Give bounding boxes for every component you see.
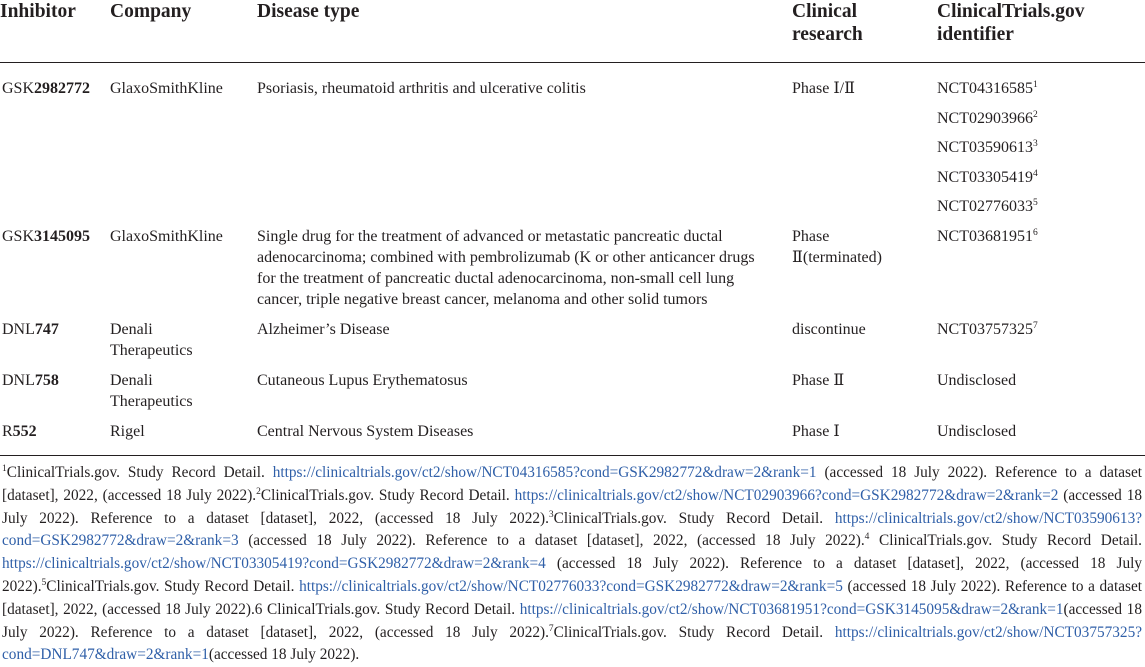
clinical-phase-cell: [792, 226, 882, 268]
footnote-link[interactable]: https://clinicaltrials.gov/ct2/show/NCT03681951?cond=GSK3145095&draw=2&rank=1: [519, 600, 1064, 618]
inhibitor-prefix: GSK: [2, 228, 35, 245]
disease-line: Single drug for the treatment of advanced or metastatic pancreatic ductal: [257, 228, 723, 245]
disease-type-cell: [257, 421, 787, 442]
disease-line: Cutaneous Lupus Erythematosus: [257, 372, 468, 389]
inhibitor-prefix: GSK: [2, 80, 35, 97]
disease-type-cell: [257, 370, 787, 391]
trial-identifier: [937, 196, 1038, 217]
clinical-phase-cell: [792, 370, 844, 391]
company-line: Therapeutics: [110, 393, 193, 410]
phase-line: Phase: [792, 228, 830, 245]
footnote-link[interactable]: https://clinicaltrials.gov/ct2/show/NCT03305419?cond=GSK2982772&draw=2&rank=4: [2, 555, 546, 573]
disease-line: Psoriasis, rheumatoid arthritis and ulcerative colitis: [257, 80, 586, 97]
footnote-text: (accessed 18 July 2022). Reference to a dataset [dataset], 2022, (accessed 18 July 2022).: [2, 486, 1142, 527]
footnote-text: ClinicalTrials.gov. Study Record Detail.: [553, 509, 835, 527]
footnote-text: ClinicalTrials.gov. Study Record Detail.: [6, 464, 273, 481]
footnote-number: 5: [41, 577, 47, 588]
disease-line: for the treatment of pancreatic ductal adenocarcinoma, non-small cell lung: [257, 270, 735, 287]
footnote-text: (accessed 18 July 2022). Reference to a dataset [dataset], 2022, (accessed 18 July 2022).: [2, 464, 1142, 504]
trial-id-footnote-ref: 4: [1033, 168, 1038, 179]
footnote-link[interactable]: https://clinicaltrials.gov/ct2/show/NCT03757325?cond=DNL747&draw=2&rank=1: [2, 623, 1143, 664]
trial-identifier: [937, 319, 1038, 340]
company-line: Denali: [110, 372, 153, 389]
inhibitor-number: 3145095: [34, 228, 91, 245]
footnotes: [2, 462, 1142, 667]
inhibitor-number: 552: [12, 423, 37, 440]
inhibitor-cell: [2, 370, 59, 391]
trial-id-text: NCT03305419: [937, 168, 1033, 186]
disease-line: Central Nervous System Diseases: [257, 423, 474, 440]
trial-identifier: [937, 226, 1038, 247]
footnote-number: 1: [2, 464, 7, 474]
inhibitor-cell: [2, 421, 37, 442]
header-clinical-line-1: Clinical: [792, 1, 858, 22]
trial-id-text: NCT03757325: [937, 321, 1033, 338]
trial-id-text: NCT03590613: [937, 139, 1033, 156]
header-company: Company: [110, 1, 192, 22]
trial-id-footnote-ref: 3: [1033, 139, 1038, 149]
footnote-number: 2: [256, 486, 261, 497]
footnote-text: (accessed 18 July 2022). Reference to a dataset [dataset], 2022, (accessed 18 July 2022).: [2, 577, 1142, 618]
footnote-number: 4: [864, 532, 870, 543]
footnote-text: 6 ClinicalTrials.gov. Study Record Detail.: [254, 600, 520, 618]
company-cell: [110, 370, 193, 412]
disease-line: cancer, triple negative breast cancer, melanoma and other solid tumors: [257, 291, 708, 308]
footnote-text: ClinicalTrials.gov. Study Record Detail.: [553, 623, 835, 641]
trial-id-text: NCT02903966: [937, 109, 1033, 127]
header-identifier-line-2: identifier: [937, 24, 1014, 45]
footnote-number: 3: [548, 509, 554, 520]
trial-id-text: NCT02776033: [937, 198, 1033, 215]
trial-id-text: Undisclosed: [937, 372, 1017, 389]
footnote-text: (accessed 18 July 2022). Reference to a dataset [dataset], 2022, (accessed 18 July 2022).: [2, 600, 1142, 641]
trial-identifier: [937, 421, 1016, 442]
header-disease-type: Disease type: [257, 1, 360, 22]
company-line: GlaxoSmithKline: [110, 228, 223, 245]
trial-identifier: [937, 370, 1016, 391]
footnote-link[interactable]: https://clinicaltrials.gov/ct2/show/NCT03590613?cond=GSK2982772&draw=2&rank=3: [2, 509, 1143, 550]
header-rule: [0, 62, 1145, 63]
company-line: Therapeutics: [110, 342, 193, 359]
company-line: GlaxoSmithKline: [110, 80, 223, 97]
inhibitor-cell: [2, 78, 90, 99]
inhibitor-number: 758: [34, 372, 59, 389]
footnote-link[interactable]: https://clinicaltrials.gov/ct2/show/NCT02776033?cond=GSK2982772&draw=2&rank=5: [299, 577, 843, 595]
inhibitor-cell: [2, 226, 90, 247]
company-cell: [110, 421, 145, 442]
trial-id-footnote-ref: 2: [1033, 109, 1038, 120]
disease-line: Alzheimer’s Disease: [257, 321, 390, 338]
footnote-link[interactable]: https://clinicaltrials.gov/ct2/show/NCT04316585?cond=GSK2982772&draw=2&rank=1: [272, 464, 817, 481]
header-identifier-line-1: ClinicalTrials.gov: [937, 1, 1085, 22]
trial-id-footnote-ref: 6: [1033, 228, 1038, 238]
inhibitor-cell: [2, 319, 59, 340]
company-cell: [110, 78, 223, 99]
footnote-number: 7: [548, 623, 554, 634]
company-line: Denali: [110, 321, 153, 338]
inhibitor-prefix: DNL: [2, 372, 35, 389]
footnote-text: (accessed 18 July 2022). Reference to a dataset [dataset], 2022, (accessed 18 July 2022).: [238, 532, 865, 550]
disease-type-cell: [257, 319, 787, 340]
table-bottom-rule: [0, 455, 1145, 456]
inhibitor-number: 2982772: [34, 80, 91, 97]
header-inhibitor: Inhibitor: [0, 1, 76, 22]
trial-id-footnote-ref: 1: [1033, 80, 1038, 90]
clinical-phase-cell: [792, 319, 866, 340]
footnote-text: ClinicalTrials.gov. Study Record Detail.: [46, 577, 300, 595]
trial-identifier: [937, 108, 1038, 129]
phase-line: Phase Ⅰ/Ⅱ: [792, 80, 855, 97]
header-identifier: [937, 0, 1085, 46]
footnote-text: (accessed 18 July 2022).: [208, 646, 360, 664]
header-clinical-line-2: research: [792, 24, 863, 45]
trial-identifier: [937, 78, 1038, 99]
trial-identifier: [937, 137, 1038, 158]
header-clinical-research: [792, 0, 863, 46]
phase-line: discontinue: [792, 321, 866, 338]
trial-id-footnote-ref: 7: [1033, 321, 1038, 331]
footnote-text: ClinicalTrials.gov. Study Record Detail.: [260, 486, 515, 504]
footnote-text: (accessed 18 July 2022). Reference to a dataset [dataset], 2022, (accessed 18 July 2022).: [2, 555, 1142, 595]
disease-line: adenocarcinoma; combined with pembrolizumab (K or other anticancer drugs: [257, 249, 755, 266]
disease-type-cell: [257, 78, 787, 99]
trial-identifier: [937, 167, 1038, 188]
footnote-link[interactable]: https://clinicaltrials.gov/ct2/show/NCT02903966?cond=GSK2982772&draw=2&rank=2: [514, 486, 1059, 504]
trial-id-text: NCT04316585: [937, 80, 1033, 97]
disease-type-cell: [257, 226, 787, 310]
phase-line: Phase Ⅱ: [792, 372, 845, 389]
clinical-phase-cell: [792, 78, 855, 99]
trial-id-text: NCT03681951: [937, 228, 1033, 245]
inhibitor-prefix: R: [2, 423, 13, 440]
phase-line: Phase Ⅰ: [792, 423, 840, 440]
inhibitor-prefix: DNL: [2, 321, 35, 338]
phase-line: Ⅱ(terminated): [792, 249, 882, 266]
company-cell: [110, 319, 193, 361]
inhibitor-number: 747: [34, 321, 59, 338]
footnote-text: ClinicalTrials.gov. Study Record Detail.: [869, 532, 1142, 550]
clinical-phase-cell: [792, 421, 840, 442]
trial-id-text: Undisclosed: [937, 423, 1017, 440]
company-line: Rigel: [110, 423, 145, 440]
company-cell: [110, 226, 223, 247]
trial-id-footnote-ref: 5: [1033, 198, 1038, 208]
